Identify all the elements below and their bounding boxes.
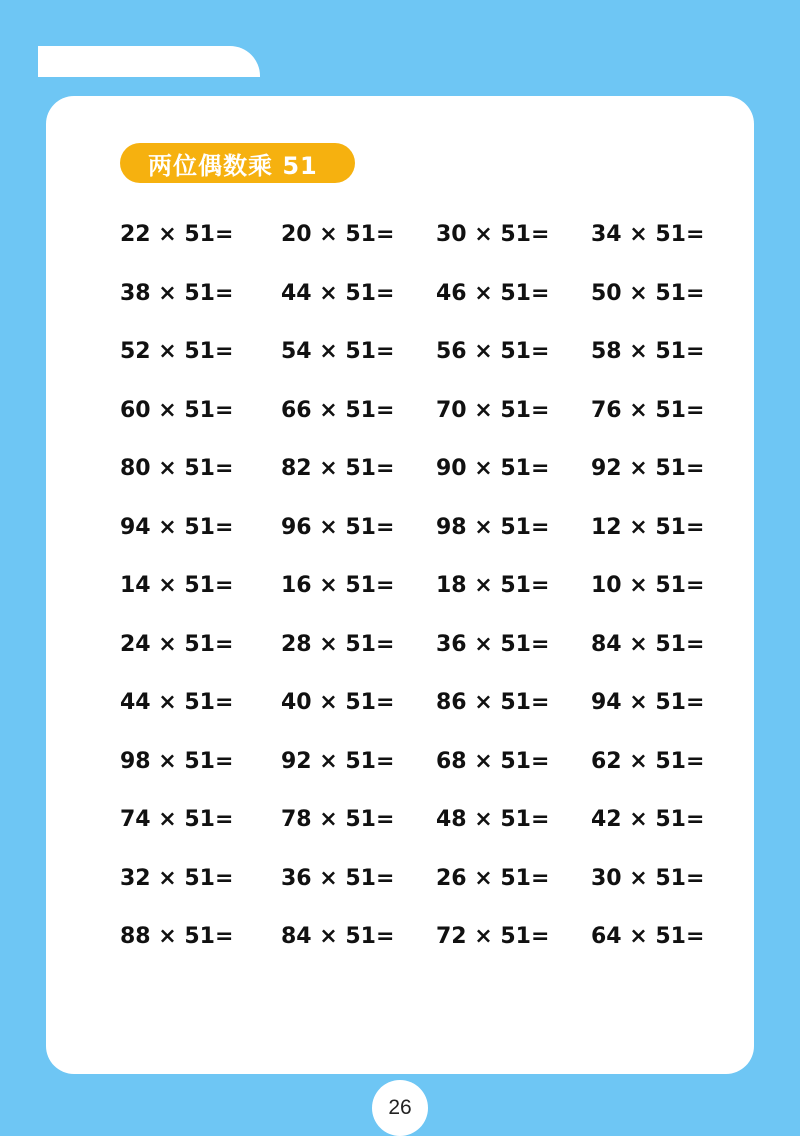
multiplication-problem: 64 × 51=: [591, 924, 705, 949]
multiplication-problem: 72 × 51=: [436, 924, 550, 949]
multiplication-problem: 10 × 51=: [591, 573, 705, 598]
multiplication-problem: 20 × 51=: [281, 222, 395, 247]
multiplication-problem: 68 × 51=: [436, 748, 550, 774]
multiplication-problem: 52 × 51=: [120, 339, 234, 364]
multiplication-problem: 12 × 51=: [591, 514, 705, 540]
multiplication-problem: 96 × 51=: [281, 514, 395, 540]
multiplication-problem: 16 × 51=: [281, 573, 395, 598]
multiplication-problem: 34 × 51=: [591, 222, 705, 247]
multiplication-problem: 46 × 51=: [436, 280, 550, 306]
multiplication-problem: 92 × 51=: [591, 456, 705, 481]
multiplication-problem: 78 × 51=: [281, 807, 395, 832]
multiplication-problem: 82 × 51=: [281, 456, 395, 481]
multiplication-problem: 36 × 51=: [281, 865, 395, 891]
multiplication-problem: 62 × 51=: [591, 748, 705, 774]
multiplication-problem: 44 × 51=: [281, 280, 395, 306]
multiplication-problem: 24 × 51=: [120, 631, 234, 657]
multiplication-problem: 22 × 51=: [120, 222, 234, 247]
problem-grid: [120, 212, 711, 973]
multiplication-problem: 84 × 51=: [591, 631, 705, 657]
multiplication-problem: 76 × 51=: [591, 397, 705, 423]
multiplication-problem: 84 × 51=: [281, 924, 395, 949]
multiplication-problem: 30 × 51=: [591, 865, 705, 891]
multiplication-problem: 14 × 51=: [120, 573, 234, 598]
multiplication-problem: 66 × 51=: [281, 397, 395, 423]
multiplication-problem: 80 × 51=: [120, 456, 234, 481]
multiplication-problem: 60 × 51=: [120, 397, 234, 423]
multiplication-problem: 92 × 51=: [281, 748, 395, 774]
multiplication-problem: 70 × 51=: [436, 397, 550, 423]
multiplication-problem: 36 × 51=: [436, 631, 550, 657]
multiplication-problem: 30 × 51=: [436, 222, 550, 247]
multiplication-problem: 86 × 51=: [436, 690, 550, 715]
multiplication-problem: 56 × 51=: [436, 339, 550, 364]
multiplication-problem: 74 × 51=: [120, 807, 234, 832]
multiplication-problem: 44 × 51=: [120, 690, 234, 715]
top-tab-decoration: [38, 46, 260, 77]
worksheet-title: 两位偶数乘 51: [120, 143, 355, 183]
multiplication-problem: 18 × 51=: [436, 573, 550, 598]
multiplication-problem: 28 × 51=: [281, 631, 395, 657]
multiplication-problem: 54 × 51=: [281, 339, 395, 364]
multiplication-problem: 88 × 51=: [120, 924, 234, 949]
multiplication-problem: 26 × 51=: [436, 865, 550, 891]
multiplication-problem: 90 × 51=: [436, 456, 550, 481]
multiplication-problem: 48 × 51=: [436, 807, 550, 832]
multiplication-problem: 94 × 51=: [120, 514, 234, 540]
page-number: 26: [372, 1080, 428, 1136]
multiplication-problem: 94 × 51=: [591, 690, 705, 715]
multiplication-problem: 38 × 51=: [120, 280, 234, 306]
multiplication-problem: 98 × 51=: [436, 514, 550, 540]
multiplication-problem: 58 × 51=: [591, 339, 705, 364]
multiplication-problem: 40 × 51=: [281, 690, 395, 715]
multiplication-problem: 50 × 51=: [591, 280, 705, 306]
multiplication-problem: 42 × 51=: [591, 807, 705, 832]
multiplication-problem: 32 × 51=: [120, 865, 234, 891]
multiplication-problem: 98 × 51=: [120, 748, 234, 774]
